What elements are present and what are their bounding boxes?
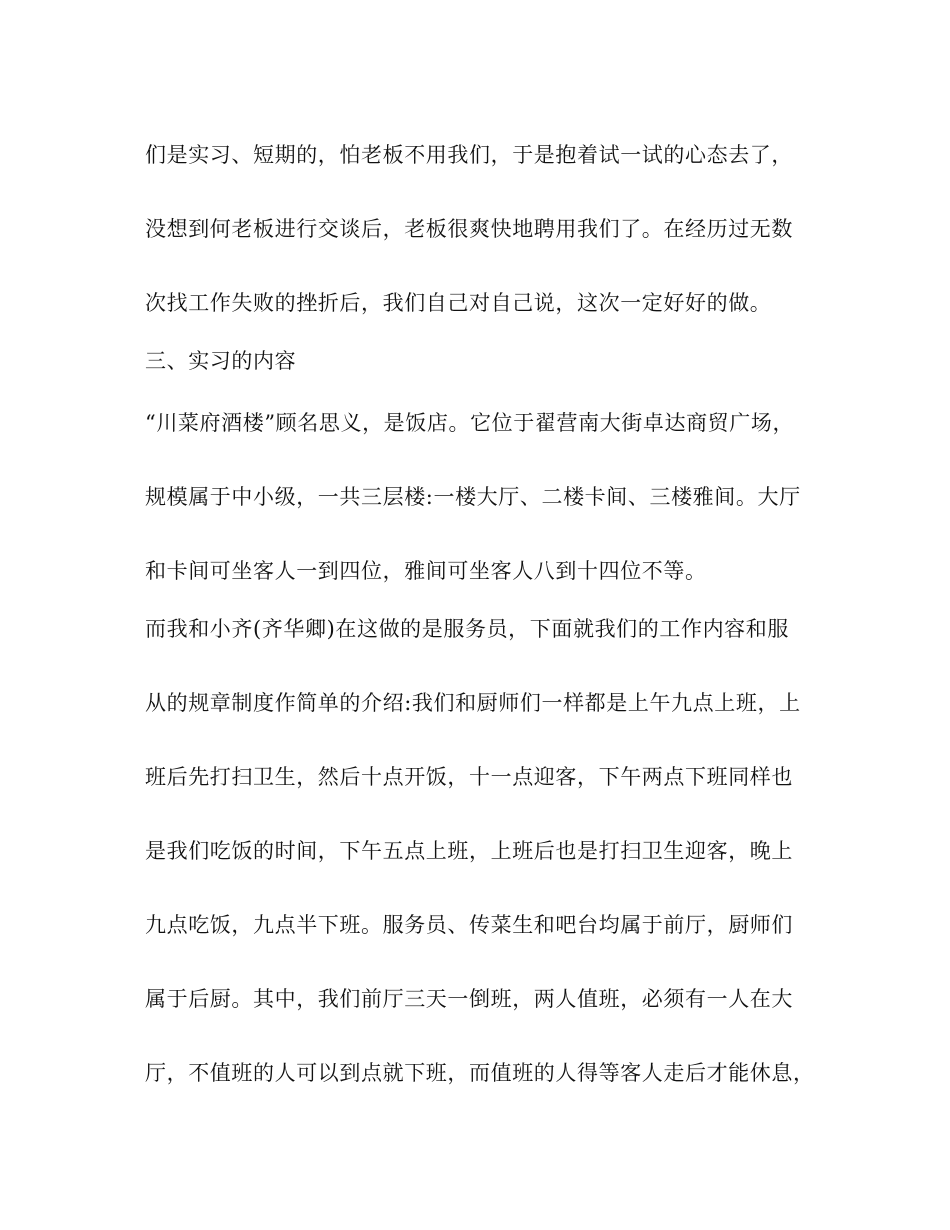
paragraph-line: 属于后厨。其中，我们前厅三天一倒班，两人值班，必须有一人在大	[145, 987, 793, 1011]
paragraph-line: 而我和小齐(齐华卿)在这做的是服务员，下面就我们的工作内容和服	[145, 617, 789, 641]
paragraph-line: 班后先打扫卫生，然后十点开饭，十一点迎客，下午两点下班同样也	[145, 765, 793, 789]
paragraph-line: “川菜府酒楼”顾名思义，是饭店。它位于翟营南大街卓达商贸广场，	[145, 411, 795, 435]
paragraph-line: 没想到何老板进行交谈后，老板很爽快地聘用我们了。在经历过无数	[145, 217, 793, 241]
section-heading: 三、实习的内容	[145, 349, 297, 373]
paragraph-line: 和卡间可坐客人一到四位，雅间可坐客人八到十四位不等。	[145, 559, 707, 583]
paragraph-line: 们是实习、短期的，怕老板不用我们，于是抱着试一试的心态去了，	[145, 143, 793, 167]
paragraph-line: 是我们吃饭的时间，下午五点上班，上班后也是打扫卫生迎客，晚上	[145, 839, 793, 863]
paragraph-line: 次找工作失败的挫折后，我们自己对自己说，这次一定好好的做。	[145, 291, 772, 315]
paragraph-line: 厅，不值班的人可以到点就下班，而值班的人得等客人走后才能休息，	[145, 1061, 815, 1085]
paragraph-line: 从的规章制度作简单的介绍:我们和厨师们一样都是上午九点上班，上	[145, 691, 801, 715]
paragraph-line: 九点吃饭，九点半下班。服务员、传菜生和吧台均属于前厅，厨师们	[145, 913, 793, 937]
paragraph-line: 规模属于中小级，一共三层楼:一楼大厅、二楼卡间、三楼雅间。大厅	[145, 485, 801, 509]
